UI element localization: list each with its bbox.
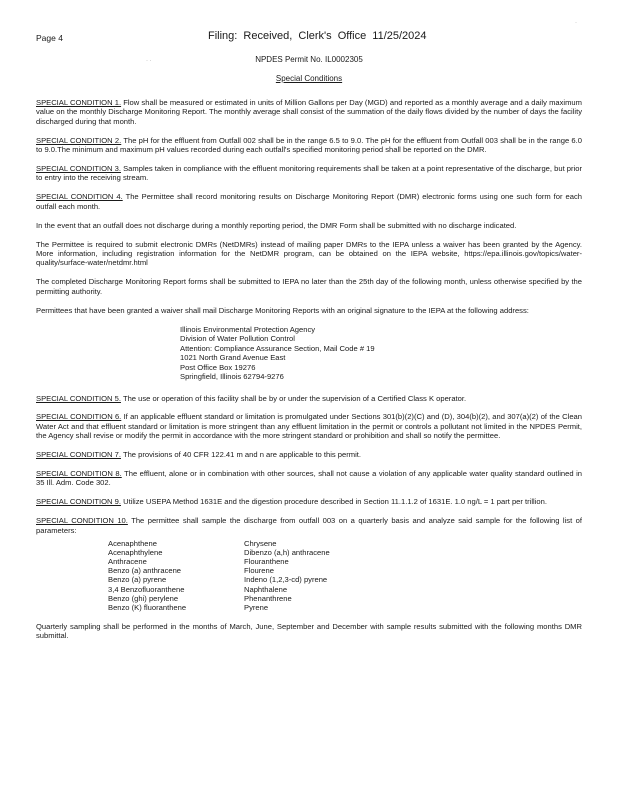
document-body	[36, 98, 582, 650]
paragraph-due-date: The completed Discharge Monitoring Report forms shall be submitted to IEPA no later than the 25th day of the following month, unless otherwise specified by the permitting authority.	[36, 277, 582, 296]
special-condition-8: SPECIAL CONDITION 8. The effluent, alone or in combination with other sources, shall not cause a violation of any applicable water quality standard outlined in 35 Ill. Adm. Code 302.	[36, 469, 582, 488]
address-line: 1021 North Grand Avenue East	[180, 353, 286, 362]
mailing-address	[180, 325, 582, 382]
paragraph-quarterly-sampling: Quarterly sampling shall be performed in the months of March, June, September and December with sample results submitted with the following months DMR submittal.	[36, 621, 582, 641]
special-condition-2: SPECIAL CONDITION 2. The pH for the effluent from Outfall 002 shall be in the range 6.5 to 9.0. The pH for the effluent from Outfall 003 shall be in the range 6.0 to 9.0.The minimum and maximum pH values recorded during each outfall's specified monitoring period shall be reported on the DMR.	[36, 135, 582, 155]
special-condition-10: SPECIAL CONDITION 10. The permittee shall sample the discharge from outfall 003 on a quarterly basis and analyze said sample for the following list of parameters:	[36, 516, 582, 535]
address-line: Post Office Box 19276	[180, 362, 256, 372]
parameter-column-left	[108, 539, 244, 612]
parameter-item: Anthracene	[108, 557, 147, 567]
paragraph-no-discharge: In the event that an outfall does not discharge during a monthly reporting period, the DMR Form shall be submitted with no discharge indicated.	[36, 220, 517, 230]
address-line: Division of Water Pollution Control	[180, 334, 295, 343]
special-condition-1: SPECIAL CONDITION 1. Flow shall be measured or estimated in units of Million Gallons per Day (MGD) and reported as a monthly average and a daily maximum value on the monthly Discharge Monitoring Report. The monthly average shall consist of the summation of the daily flows divided by the number of days the facility discharged during that month.	[36, 98, 582, 126]
scan-speck: · ·	[146, 58, 152, 64]
paragraph-netdmr: The Permittee is required to submit electronic DMRs (NetDMRs) instead of mailing paper DMRs to the IEPA unless a waiver has been granted by the Agency. More information, including registration information for the NetDMR program, can be obtained on the IEPA website, https://epa.illinois.gov/topics/water-quality/surface-water/netdmr.html	[36, 239, 582, 268]
parameter-item: Acenaphthylene	[108, 548, 163, 558]
parameter-item: Naphthalene	[244, 584, 288, 594]
parameter-item: Chrysene	[244, 539, 277, 549]
parameter-list	[108, 539, 582, 612]
scan-speck: ·	[575, 20, 577, 26]
parameter-item: Acenaphthene	[108, 539, 157, 549]
parameter-item: Phenanthrene	[244, 593, 292, 603]
special-condition-5: SPECIAL CONDITION 5. The use or operation of this facility shall be by or under the supervision of a Certified Class K operator.	[36, 393, 467, 403]
parameter-item: Flouranthene	[244, 557, 289, 567]
parameter-item: Benzo (ghi) perylene	[108, 593, 179, 603]
filing-stamp: Filing: Received, Clerk's Office 11/25/2024	[208, 30, 427, 42]
special-condition-9: SPECIAL CONDITION 9. Utilize USEPA Method 1631E and the digestion procedure described in Section 11.1.1.2 of 1631E. 1.0 ng/L = 1 part per trillion.	[36, 497, 547, 507]
parameter-item: Pyrene	[244, 602, 269, 612]
parameter-item: Benzo (a) pyrene	[108, 575, 167, 585]
page-number: Page 4	[36, 33, 63, 43]
parameter-item: Flourene	[244, 566, 274, 576]
parameter-item: Benzo (a) anthracene	[108, 566, 182, 576]
special-condition-7: SPECIAL CONDITION 7. The provisions of 40 CFR 122.41 m and n are applicable to this permit.	[36, 450, 362, 460]
special-condition-3: SPECIAL CONDITION 3. Samples taken in compliance with the effluent monitoring requirements shall be taken at a point representative of the discharge, but prior to entry into the receiving stream.	[36, 164, 582, 183]
address-line: Springfield, Illinois 62794-9276	[180, 372, 284, 381]
special-condition-4: SPECIAL CONDITION 4. The Permittee shall record monitoring results on Discharge Monitoring Report (DMR) electronic forms using one such form for each outfall each month.	[36, 192, 582, 211]
section-title: Special Conditions	[275, 74, 343, 83]
permit-number: NPDES Permit No. IL0002305	[255, 55, 363, 64]
address-line: Attention: Compliance Assurance Section, Mail Code # 19	[180, 343, 375, 353]
special-condition-6: SPECIAL CONDITION 6. If an applicable effluent standard or limitation is promulgated under Sections 301(b)(2)(C) and (D), 304(b)(2), and 307(a)(2) of the Clean Water Act and that effluent standard or limitation is more stringent than any effluent limitation in the permit or controls a pollutant not limited in the NPDES Permit, the Agency shall revise or modify the permit in accordance with the more stringent standard or prohibition and shall so notify the permittee.	[36, 412, 582, 441]
paragraph-waiver: Permittees that have been granted a waiver shall mail Discharge Monitoring Reports with an original signature to the IEPA at the following address:	[36, 305, 529, 315]
parameter-item: Dibenzo (a,h) anthracene	[244, 548, 330, 558]
parameter-column-right	[244, 539, 380, 612]
parameter-item: Indeno (1,2,3-cd) pyrene	[244, 575, 328, 585]
address-line: Illinois Environmental Protection Agency	[180, 324, 316, 334]
parameter-item: Benzo (K) fluoranthene	[108, 602, 187, 612]
parameter-item: 3,4 Benzofluoranthene	[108, 584, 185, 594]
